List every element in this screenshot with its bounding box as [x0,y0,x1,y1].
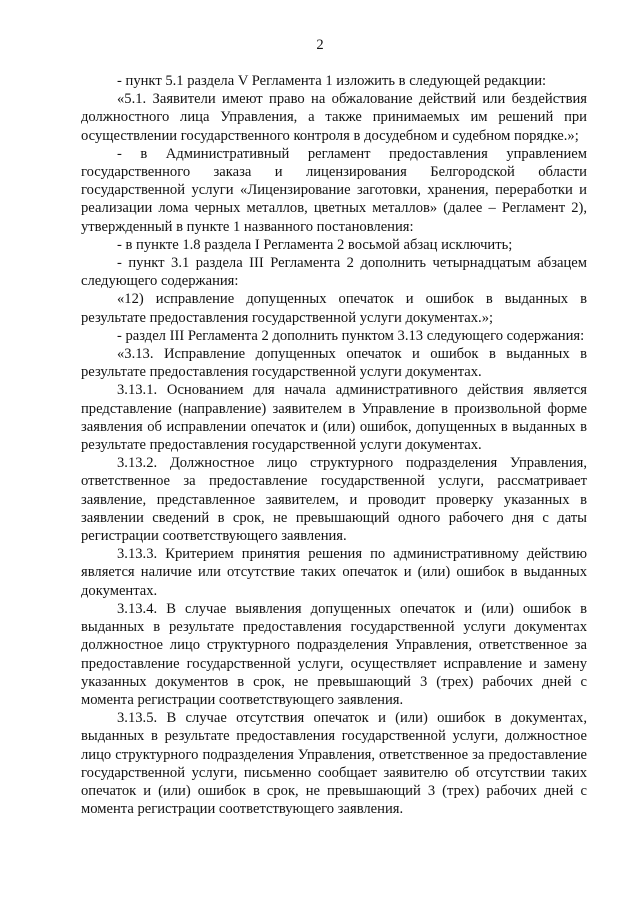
paragraph-3-13-2: 3.13.2. Должностное лицо структурного подразделения Управления, ответственное за предоставление государственной услуги, рассматривает заявление, представленное заявителем, и проводит проверку указанных в заявлении сведений в срок, не превышающий одного рабочего дня с даты регистрации соответствующего заявления. [81,455,587,545]
paragraph-regulation-2: - в Административный регламент предоставления управлением государственного заказа и лицензирования Белгородской области государственной услуги «Лицензирование заготовки, хранения, переработки и реализации лома черных металлов, цветных металлов» (далее – Регламент 2), утвержденный в пункте 1 названного постановления: [81,145,587,235]
paragraph-section-3-13: - раздел III Регламента 2 дополнить пунктом 3.13 следующего содержания: [117,327,585,344]
paragraph-quote-5-1: «5.1. Заявители имеют право на обжалование действий или бездействия должностного лица Управления, а также принимаемых им решений при осуществлении государственного контроля в досудебном и судебном порядке.»; [81,91,587,144]
paragraph-3-13-4: 3.13.4. В случае выявления допущенных опечаток и (или) ошибок в выданных в результате предоставления государственной услуги документах должностное лицо структурного подразделения Управления, ответственное за предоставление государственной услуги, осуществляет исправление и замену указанных документов в срок, не превышающий 3 (трех) рабочих дней с момента регистрации соответствующего заявления. [81,600,587,708]
paragraph-3-13-3: 3.13.3. Критерием принятия решения по административному действию является наличие или отсутствие таких опечаток и (или) ошибок в выданных документах. [81,546,587,599]
paragraph-quote-12: «12) исправление допущенных опечаток и ошибок в выданных в результате предоставления государственной услуги документах.»; [81,291,587,326]
document-body [81,72,587,818]
page-number: 2 [316,37,324,53]
paragraph-3-1: - пункт 3.1 раздела III Регламента 2 дополнить четырнадцатым абзацем следующего содержания: [81,255,587,290]
paragraph-3-13-5: 3.13.5. В случае отсутствия опечаток и (или) ошибок в документах, выданных в результате предоставления государственной услуги, должностное лицо структурного подразделения Управления, ответственное за предоставление государственной услуги, письменно сообщает заявителю об отсутствии таких опечаток и (или) ошибок в срок, не превышающий 3 (трех) рабочих дней с момента регистрации соответствующего заявления. [81,710,587,818]
paragraph-3-13-1: 3.13.1. Основанием для начала административного действия является представление (направление) заявителем в Управление в произвольной форме заявления об исправлении опечаток и (или) ошибок, допущенных в выданных в результате предоставления государственной услуги документах. [81,382,587,454]
paragraph-1-8: - в пункте 1.8 раздела I Регламента 2 восьмой абзац исключить; [117,236,513,253]
paragraph-3-13: «3.13. Исправление допущенных опечаток и ошибок в выданных в результате предоставления государственной услуги документах. [81,346,587,381]
paragraph-amend-5-1: - пункт 5.1 раздела V Регламента 1 изложить в следующей редакции: [117,73,547,89]
